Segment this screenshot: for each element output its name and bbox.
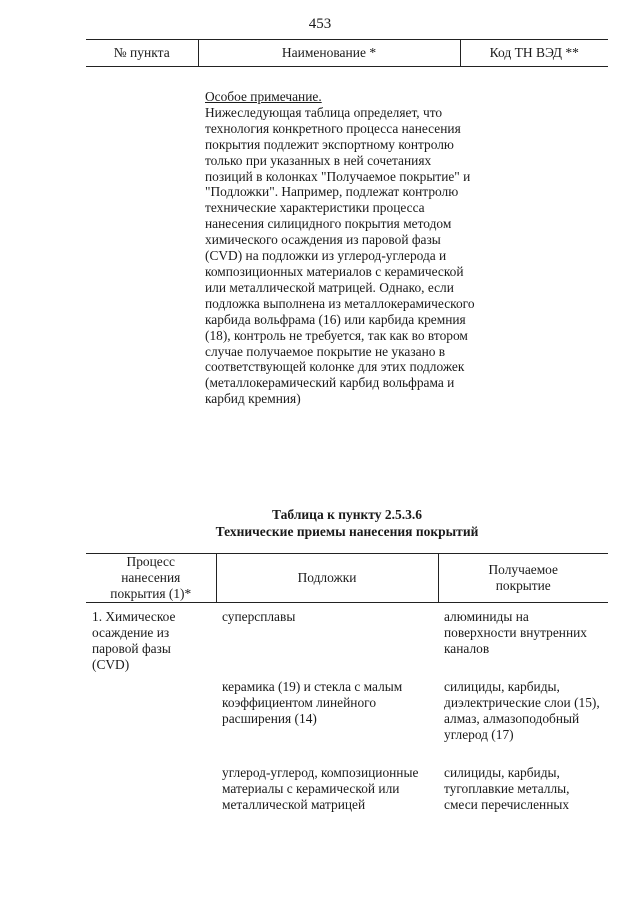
table-row bbox=[86, 603, 608, 674]
coating-cell: силициды, карбиды, диэлектрические слои (15), алмаз, алмазоподобный углерод (17) bbox=[444, 679, 600, 742]
page-number: 453 bbox=[308, 16, 332, 32]
header-item-name: Наименование * bbox=[198, 40, 460, 67]
coating-cell: силициды, карбиды, тугоплавкие металлы, смеси перечисленных bbox=[444, 765, 570, 812]
page-header-table bbox=[86, 39, 608, 67]
special-note-body: Нижеследующая таблица определяет, что технология конкретного процесса нанесения покрытия подлежит экспортному контролю только при указанных в ней сочетаниях позиций в колонках "Получаемое покрытие" и "Подложки". Например, подлежат контролю технические характеристики процесса нанесения силицидного покрытия методом химического осаждения из паровой фазы (CVD) на подложки из углерод-углерода и композиционных материалов с керамической или металлической матрицей. Однако, если подложка выполнена из металлокерамического карбида вольфрама (16) или карбида кремния (18), контроль не требуется, так как во втором случае получаемое покрытие не указано в соответствующей колонке для этих подложек (металлокерамический карбид вольфрама и карбид кремния) bbox=[205, 104, 475, 407]
header-item-number: № пункта bbox=[86, 40, 198, 67]
process-cell bbox=[86, 673, 216, 759]
process-cell: 1. Химическое осаждение из паровой фазы (CVD) bbox=[92, 609, 176, 672]
coating-cell: алюминиды на поверхности внутренних каналов bbox=[444, 609, 587, 656]
table-caption-reference: Таблица к пункту 2.5.3.6 bbox=[271, 507, 423, 522]
special-note bbox=[205, 89, 475, 407]
table-caption bbox=[86, 506, 608, 540]
header-item-code: Код ТН ВЭД ** bbox=[460, 40, 608, 67]
column-header-coating: Получаемое покрытие bbox=[438, 554, 608, 603]
special-note-title: Особое примечание. bbox=[205, 89, 322, 104]
column-header-process: Процесс нанесения покрытия (1)* bbox=[86, 554, 216, 603]
coating-techniques-table bbox=[86, 553, 608, 813]
substrate-cell: керамика (19) и стекла с малым коэффициентом линейного расширения (14) bbox=[222, 679, 403, 726]
table-row bbox=[86, 673, 608, 759]
substrate-cell: углерод-углерод, композиционные материалы с керамической или металлической матрицей bbox=[222, 765, 419, 812]
substrate-cell: суперсплавы bbox=[222, 609, 296, 624]
process-cell bbox=[86, 759, 216, 813]
column-header-substrates: Подложки bbox=[216, 554, 438, 603]
table-caption-title: Технические приемы нанесения покрытий bbox=[215, 524, 479, 539]
table-row bbox=[86, 759, 608, 813]
